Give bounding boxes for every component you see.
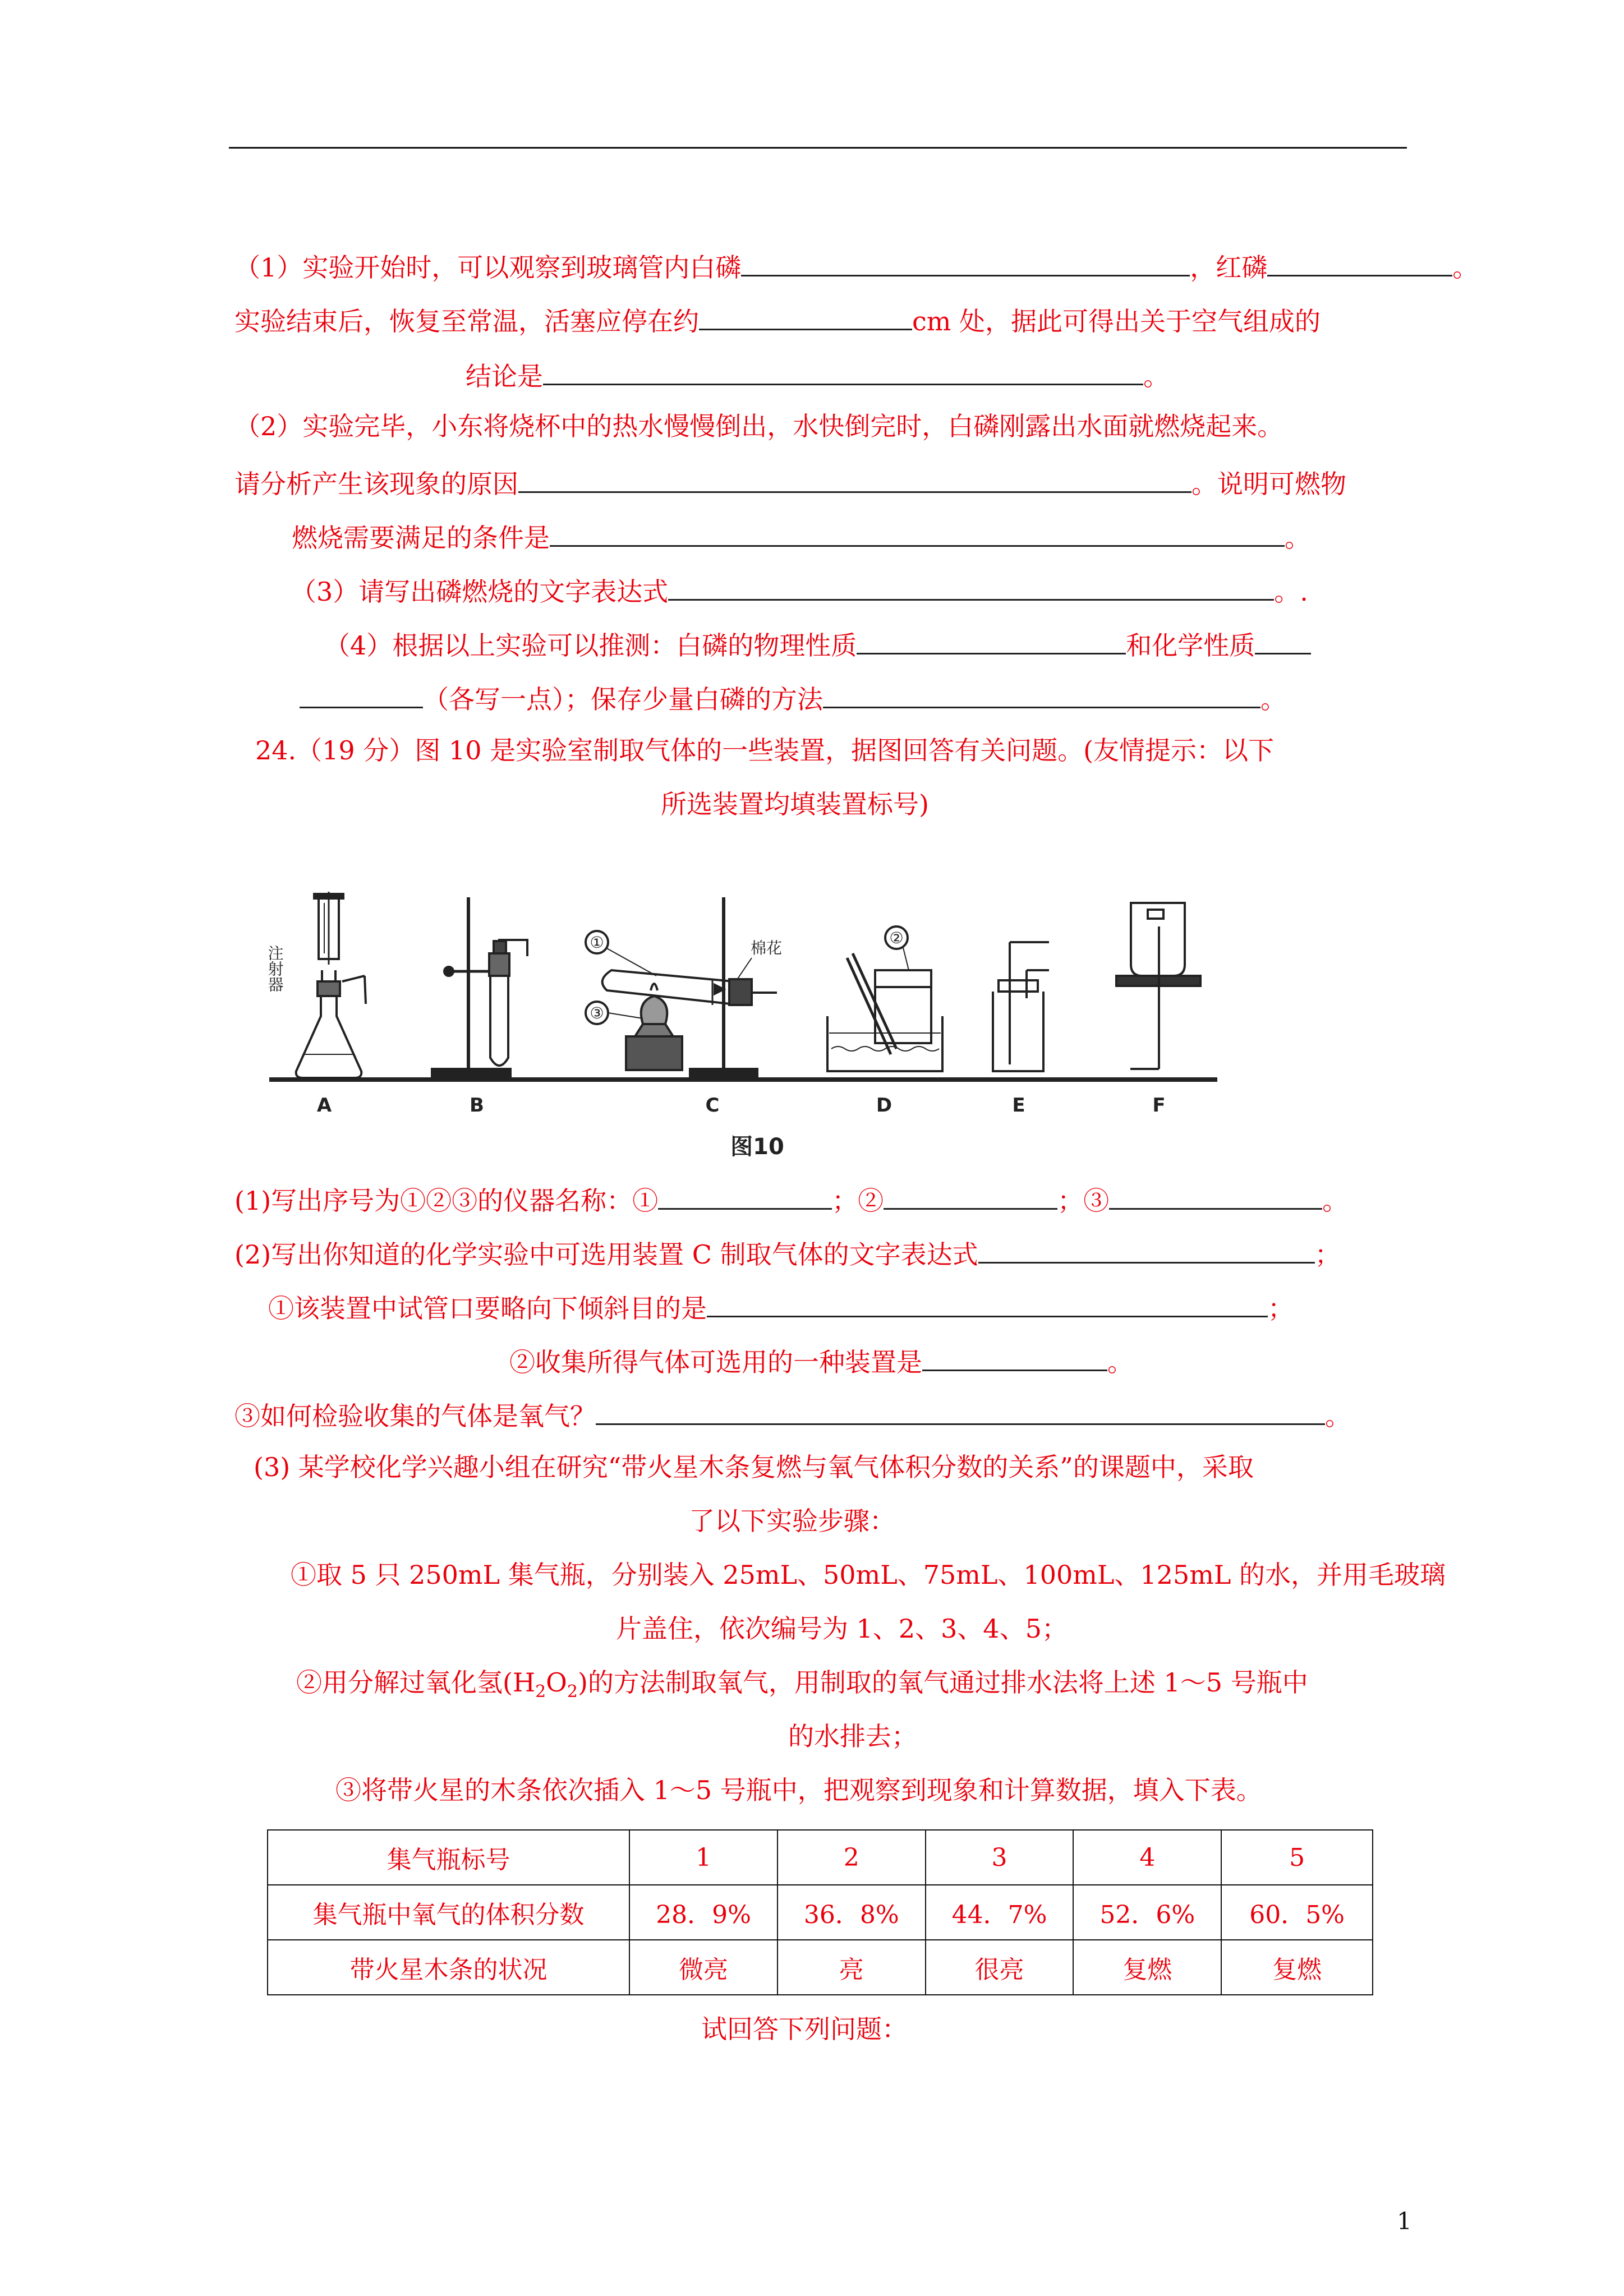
table-cell: 5 (1221, 1830, 1373, 1885)
label-c: C (705, 1094, 720, 1117)
q24-s13: 试回答下列问题： (701, 2014, 908, 2044)
q23-line-2 (234, 302, 1321, 338)
text: 。 (1260, 684, 1286, 714)
q24-s8: ①取 5 只 250mL 集气瓶，分别装入 25mL、50mL、75mL、100mL、125mL 的水，并用毛玻璃 (291, 1560, 1446, 1590)
q24-title-line-1: 24.（19 分）图 10 是实验室制取气体的一些装置，据图回答有关问题。(友情提示：以下 (255, 735, 1275, 766)
text: （4）根据以上实验可以推测：白磷的物理性质 (324, 630, 857, 661)
text: 燃烧需要满足的条件是 (292, 523, 550, 553)
subscript: 2 (535, 1682, 546, 1702)
table-cell: 36．8% (778, 1885, 926, 1940)
text: ③如何检验收集的气体是氧气？ (234, 1401, 596, 1431)
table-cell: 1 (629, 1830, 778, 1885)
circle-1-label: ① (590, 933, 604, 952)
answer-blank[interactable] (596, 1396, 1325, 1425)
text: )的方法制取氧气，用制取的氧气通过排水法将上述 1～5 号瓶中 (577, 1667, 1308, 1698)
text: 。 (1452, 252, 1479, 283)
answer-blank[interactable] (823, 680, 1260, 708)
q23-line-7 (291, 572, 1308, 608)
answer-blank[interactable] (978, 1235, 1315, 1264)
label-d: D (876, 1094, 892, 1117)
text: 。 (1143, 361, 1169, 391)
q24-s1 (234, 1181, 1348, 1218)
text: cm 处，据此可得出关于空气组成的 (912, 306, 1321, 336)
label-b: B (470, 1094, 484, 1117)
q24-s10 (296, 1666, 1308, 1709)
oxygen-data-table (267, 1829, 1373, 1995)
text: ，红磷 (1190, 252, 1268, 283)
answer-blank[interactable] (922, 1343, 1107, 1371)
text: 。 (1107, 1347, 1133, 1377)
text: 。说明可燃物 (1191, 469, 1346, 499)
text: 。 (1325, 1401, 1351, 1431)
text: 。 (1285, 523, 1310, 553)
q23-line-9 (300, 680, 1286, 716)
text: (2)写出你知道的化学实验中可选用装置 C 制取气体的文字表达式 (234, 1239, 978, 1270)
table-cell: 集气瓶中氧气的体积分数 (268, 1885, 629, 1940)
text: 请分析产生该现象的原因 (234, 469, 518, 499)
label-e: E (1012, 1094, 1025, 1117)
q24-s7: 了以下实验步骤： (689, 1506, 895, 1536)
table-cell: 44．7% (926, 1885, 1074, 1940)
q24-s6: (3) 某学校化学兴趣小组在研究“带火星木条复燃与氧气体积分数的关系”的课题中，采取 (254, 1452, 1254, 1482)
text: ②收集所得气体可选用的一种装置是 (509, 1347, 922, 1377)
q23-line-4: （2）实验完毕，小东将烧杯中的热水慢慢倒出，水快倒完时，白磷刚露出水面就燃烧起来。 (234, 411, 1283, 441)
text: （3）请写出磷燃烧的文字表达式 (291, 577, 669, 607)
q24-title-line-2: 所选装置均填装置标号) (661, 789, 929, 819)
figure-caption: 图10 (730, 1134, 784, 1160)
apparatus-b (432, 897, 527, 1078)
apparatus-figure (264, 886, 1251, 1167)
answer-blank[interactable] (699, 302, 912, 330)
q24-s4 (509, 1343, 1133, 1379)
table-cell: 带火星木条的状况 (268, 1940, 629, 1995)
subscript: 2 (567, 1682, 578, 1702)
apparatus-e (993, 942, 1049, 1071)
answer-blank[interactable] (300, 680, 423, 708)
page-number: 1 (1397, 2207, 1412, 2235)
q23-line-3 (466, 357, 1169, 393)
table-cell: 亮 (778, 1940, 926, 1995)
text: 。. (1274, 577, 1308, 607)
answer-blank[interactable] (658, 1181, 832, 1210)
text: （各写一点）；保存少量白磷的方法 (423, 684, 823, 714)
q24-s9: 片盖住，依次编号为 1、2、3、4、5； (616, 1613, 1068, 1644)
apparatus-a (266, 892, 366, 1078)
table-cell: 3 (926, 1830, 1074, 1885)
table-cell: 60．5% (1221, 1885, 1373, 1940)
q24-s12: ③将带火星的木条依次插入 1～5 号瓶中，把观察到现象和计算数据，填入下表。 (335, 1775, 1262, 1805)
q24-s3 (268, 1289, 1294, 1325)
q24-s5 (234, 1396, 1351, 1433)
table-row (268, 1940, 1373, 1995)
answer-blank[interactable] (884, 1181, 1057, 1210)
table-cell: 4 (1073, 1830, 1221, 1885)
circle-2-label: ② (889, 929, 904, 947)
text: 和化学性质 (1126, 630, 1255, 661)
text: ； (1314, 1239, 1341, 1270)
table-cell: 很亮 (926, 1940, 1074, 1995)
q24-s11: 的水排去； (788, 1721, 917, 1751)
answer-blank[interactable] (1109, 1181, 1322, 1210)
cotton-label: 棉花 (751, 939, 783, 957)
text: (1)写出序号为①②③的仪器名称：① (234, 1186, 659, 1216)
apparatus-f (1116, 903, 1200, 1069)
answer-blank[interactable] (668, 572, 1274, 601)
table-cell: 2 (778, 1830, 926, 1885)
table-cell: 复燃 (1073, 1940, 1221, 1995)
table-cell: 28．9% (629, 1885, 778, 1940)
table-cell: 复燃 (1221, 1940, 1373, 1995)
apparatus-c (586, 897, 782, 1078)
text: ；③ (1057, 1186, 1110, 1216)
syringe-label: 注射器 (265, 945, 284, 992)
text: ； (1268, 1293, 1294, 1324)
table-cell: 52．6% (1073, 1885, 1221, 1940)
answer-blank[interactable] (1267, 248, 1452, 276)
answer-blank[interactable] (741, 248, 1190, 276)
circle-3-label: ③ (590, 1004, 604, 1022)
text: 。 (1322, 1186, 1349, 1216)
answer-blank[interactable] (707, 1289, 1268, 1317)
answer-blank[interactable] (550, 518, 1285, 547)
text: 实验结束后，恢复至常温，活塞应停在约 (234, 306, 699, 336)
table-cell: 微亮 (629, 1940, 778, 1995)
q24-s2 (234, 1235, 1341, 1271)
q23-line-6 (292, 518, 1310, 555)
label-f: F (1152, 1094, 1166, 1117)
text: ；② (832, 1186, 884, 1216)
answer-blank[interactable] (518, 464, 1191, 493)
answer-blank[interactable] (1255, 626, 1311, 654)
text: O (546, 1667, 567, 1698)
apparatus-d (827, 926, 942, 1071)
answer-blank[interactable] (543, 357, 1143, 385)
q23-line-1 (234, 248, 1478, 284)
text: 结论是 (466, 361, 543, 391)
q23-line-8 (324, 626, 1311, 662)
table-cell: 集气瓶标号 (268, 1830, 629, 1885)
text: ①该装置中试管口要略向下倾斜目的是 (268, 1293, 707, 1324)
answer-blank[interactable] (857, 626, 1126, 654)
text: （1）实验开始时，可以观察到玻璃管内白磷 (234, 252, 742, 283)
table-row (268, 1830, 1373, 1885)
label-a: A (316, 1094, 332, 1117)
table-row (268, 1885, 1373, 1940)
header-rule (229, 147, 1407, 149)
text: ②用分解过氧化氢(H (296, 1667, 536, 1698)
q23-line-5 (234, 464, 1346, 501)
